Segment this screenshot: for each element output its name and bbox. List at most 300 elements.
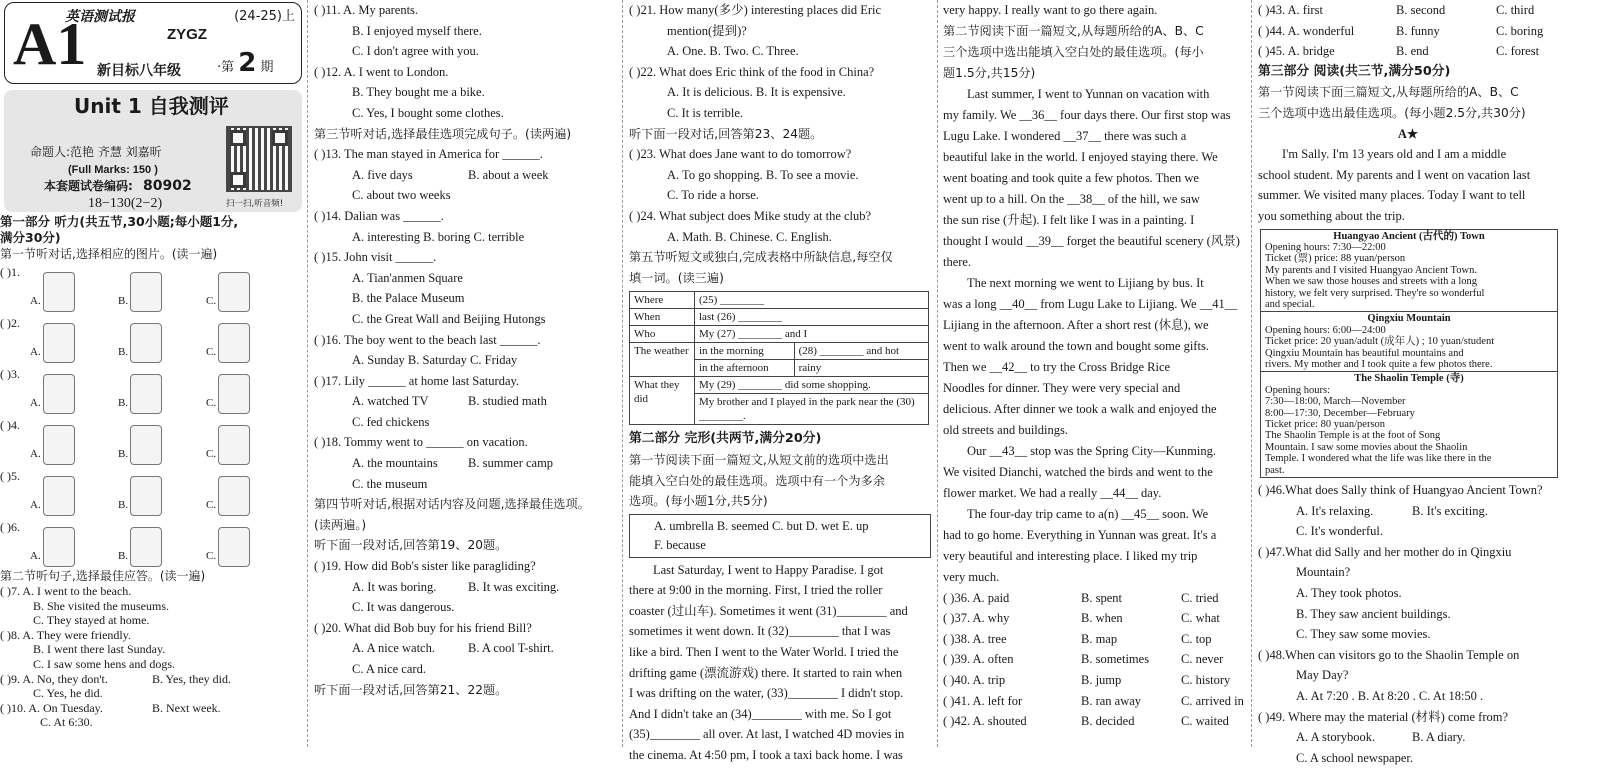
picture-option [118, 366, 206, 414]
option-c: C. never [1181, 652, 1224, 667]
place-line: Qingxiu Mountain has beautiful mountains and [1265, 347, 1464, 359]
q10 [0, 701, 306, 716]
question-line: 听下面一段对话,回答第23、24题。 [629, 126, 823, 141]
picture-option [30, 264, 118, 312]
listening-part [0, 214, 306, 730]
option-c: C. tried [1181, 590, 1219, 605]
question-line: ( )47.What did Sally and her mother do in Qingxiu [1258, 544, 1512, 559]
question-line-b: B. about a week [468, 167, 549, 182]
option-row [943, 629, 1245, 650]
picture-option-image[interactable] [218, 527, 250, 567]
question-line: ( )46.What does Sally think of Huangyao Ancient Town? [1258, 483, 1543, 498]
option-row [943, 711, 1245, 732]
place-line: history, we felt very surprised. They're so wonderful [1265, 287, 1485, 299]
option-row [943, 649, 1245, 670]
section2-questions [0, 584, 306, 730]
place-line: past. [1265, 464, 1285, 476]
question-line: B. They saw ancient buildings. [1296, 606, 1451, 621]
unit-info-box [4, 90, 302, 212]
table-cell: My (29) ________ did some shopping. [695, 377, 929, 394]
passage-line: sometimes it went down. It (32)________ that I was [629, 624, 891, 639]
place-line: Ticket price: 80 yuan/person [1265, 419, 1386, 431]
picture-question-row [0, 364, 306, 415]
table-cell: Where [630, 292, 695, 309]
picture-option-image[interactable] [43, 272, 75, 312]
option-a: ( )40. A. trip [943, 672, 1006, 687]
passage-line: beautiful lake in the world. I enjoyed staying there. We [943, 149, 1218, 164]
option-row [943, 670, 1245, 691]
question-number: ( )1. [0, 265, 20, 279]
picture-option [206, 417, 294, 465]
question-line: ( )20. What did Bob buy for his friend Bill? [314, 620, 532, 635]
table-cell: When [630, 309, 695, 326]
question-line: C. It's wonderful. [1296, 524, 1383, 539]
option-label: C. [206, 294, 217, 307]
place-line: Opening hours: [1265, 384, 1331, 396]
table-row [630, 343, 929, 360]
option-label: C. [206, 396, 217, 409]
col4-top-line: very happy. I really want to go there again. [943, 3, 1158, 17]
picture-question-row [0, 415, 306, 466]
paper-code-label: 本套题试卷编码: [44, 179, 133, 193]
question-line: C. They saw some movies. [1296, 627, 1431, 642]
question-line-b: B. It's exciting. [1412, 503, 1488, 518]
picture-option [30, 366, 118, 414]
passage-line: Our __43__ stop was the Spring City—Kunming. [967, 443, 1216, 458]
word-box [629, 514, 931, 558]
question-line: ( )24. What subject does Mike study at the club? [629, 208, 872, 223]
question-line: ( )49. Where may the material (材料) come from? [1258, 709, 1509, 724]
question-line: ( )22. What does Eric think of the food in China? [629, 64, 875, 79]
picture-option-image[interactable] [218, 476, 250, 516]
sally-intro [1258, 144, 1558, 226]
question-line: ( )17. Lily ______ at home last Saturday. [314, 373, 520, 388]
option-c: C. top [1181, 631, 1212, 646]
intro-line: school student. My parents and I went on vacation last [1258, 167, 1531, 182]
option-label: B. [118, 549, 129, 562]
passage-line: went up to a hill. On the __38__ of the hill, we saw [943, 191, 1200, 206]
place-line: The Shaolin Temple is at the foot of Song [1265, 430, 1441, 442]
option-b: B. ran away [1081, 693, 1142, 708]
passage-line: very beautiful and interesting place. I liked my trip [943, 548, 1198, 563]
place-line: 7:30—18:00, March—November [1265, 396, 1406, 408]
passage-line: like a bird. Then I went to the Water World. I tried the [629, 645, 899, 660]
question-number: ( )5. [0, 469, 20, 483]
table-cell: in the morning [695, 343, 795, 360]
option-label: A. [30, 294, 41, 307]
picture-option-image[interactable] [130, 323, 162, 363]
option-c: C. forest [1496, 44, 1540, 59]
picture-option [206, 315, 294, 363]
cloze-passage [629, 560, 931, 766]
q8: ( )8. A. They were friendly. [0, 627, 131, 642]
question-line: A. Sunday B. Saturday C. Friday [352, 353, 518, 368]
reading-questions [1258, 480, 1558, 768]
option-label: B. [118, 345, 129, 358]
authors: 命题人:范艳 齐慧 刘嘉昕 [30, 145, 162, 159]
passage-line: my family. We __36__ four days there. Our first stop was [943, 107, 1231, 122]
part1-heading-2: 满分30分) [0, 230, 61, 245]
picture-option [30, 315, 118, 363]
instruction-line: 能填入空白处的最佳选项。选项中有一个为多余 [629, 473, 885, 488]
picture-option [118, 468, 206, 516]
table-cell: last (26) ________ [695, 309, 929, 326]
question-line: 第三节听对话,选择最佳选项完成句子。(读两遍) [314, 126, 572, 141]
intro-line: I'm Sally. I'm 13 years old and I am a middle [1282, 147, 1507, 162]
picture-option [206, 264, 294, 312]
column-2 [314, 0, 620, 747]
issue-prefix: ·第 [217, 60, 235, 75]
picture-question-row [0, 466, 306, 517]
option-b: B. when [1081, 611, 1123, 626]
question-line-a: A. A storybook. [1296, 730, 1376, 745]
column-3 [629, 0, 931, 763]
option-label: C. [206, 498, 217, 511]
part3-heading: 第三部分 阅读(共三节,满分50分) [1258, 63, 1451, 79]
passage-line: I was drifting on the water, (33)________ I didn't stop. [629, 686, 904, 701]
picture-option-image[interactable] [43, 527, 75, 567]
column-divider [937, 0, 938, 747]
picture-option-image[interactable] [218, 272, 250, 312]
option-row [1258, 41, 1558, 62]
intro-line: summer. We visited many places. Today I want to tell [1258, 188, 1526, 203]
picture-option [30, 417, 118, 465]
question-line: A. It is delicious. B. It is expensive. [667, 85, 846, 100]
q10-b: B. Next week. [152, 700, 221, 715]
passage-line: had to go home. Everything in Yunnan was great. It's a [943, 527, 1217, 542]
qr-caption: 扫一扫,听音频! [226, 199, 284, 209]
picture-option-image[interactable] [218, 323, 250, 363]
option-b: B. jump [1081, 672, 1122, 687]
question-line [314, 638, 620, 659]
option-c: C. arrived in [1181, 693, 1244, 708]
column-divider [1251, 0, 1252, 747]
question-line: A. interesting B. boring C. terrible [352, 229, 525, 244]
option-row [943, 691, 1245, 712]
option-b: B. second [1396, 3, 1446, 17]
place-line: Temple. I wondered what the life was like there in the [1265, 453, 1492, 465]
passage-line: there. [943, 254, 972, 269]
reading-instruction [1258, 82, 1558, 123]
question-line: May Day? [1296, 668, 1349, 683]
question-number: ( )4. [0, 418, 20, 432]
section2-instruction: 第二节听句子,选择最佳应答。(读一遍) [0, 569, 206, 583]
picture-question-row [0, 313, 306, 364]
picture-option [118, 519, 206, 567]
picture-option [206, 468, 294, 516]
question-line: C. about two weeks [352, 188, 451, 203]
option-b: B. map [1081, 631, 1118, 646]
question-line-a: A. the mountains [352, 456, 438, 471]
instruction-line: 题1.5分,共15分) [943, 65, 1036, 80]
picture-option-image[interactable] [43, 374, 75, 414]
column-divider [622, 0, 623, 747]
question-line-b: B. A cool T-shirt. [468, 641, 554, 656]
q9 [0, 672, 306, 687]
q8-c: C. I saw some hens and dogs. [33, 656, 175, 671]
question-line-a: A. A nice watch. [352, 641, 435, 656]
passage-line: very much. [943, 569, 1000, 584]
question-line: mention(提到)? [667, 23, 747, 38]
place-entry [1261, 311, 1557, 371]
question-line: C. fed chickens [352, 414, 430, 429]
part2-heading: 第二部分 完形(共两节,满分20分) [629, 431, 822, 447]
picture-option [118, 264, 206, 312]
q10-a: ( )10. A. On Tuesday. [0, 700, 103, 715]
cloze2-options-cont [1258, 0, 1558, 62]
picture-question-row [0, 262, 306, 313]
option-label: B. [118, 498, 129, 511]
q9-b: B. Yes, they did. [152, 671, 232, 686]
picture-question-row [0, 517, 306, 568]
option-a: ( )38. A. tree [943, 631, 1007, 646]
q8-b: B. I went there last Sunday. [33, 642, 166, 657]
place-line: When we saw those houses and streets with a long [1265, 276, 1477, 288]
question-line [1258, 727, 1558, 748]
option-label: A. [30, 498, 41, 511]
picture-option [206, 366, 294, 414]
passage-line: the cinema. At 4:50 pm, I took a taxi back home. I was [629, 748, 903, 763]
option-label: A. [30, 549, 41, 562]
question-line-a: A. It was boring. [352, 579, 437, 594]
passage-label: A★ [1397, 126, 1419, 141]
q10-c: C. At 6:30. [40, 715, 93, 730]
col3-questions [629, 0, 931, 288]
place-line: Ticket (票) price: 88 yuan/person [1265, 253, 1406, 265]
question-line [314, 453, 620, 474]
question-line: B. They bought me a bike. [352, 85, 485, 100]
issue-number [217, 48, 274, 79]
question-line: A. At 7:20 . B. At 8:20 . C. At 18:50 . [1296, 689, 1484, 703]
table-row [630, 377, 929, 394]
option-b: B. funny [1396, 23, 1440, 38]
picture-option-image[interactable] [43, 323, 75, 363]
passage-line: We visited Dianchi, watched the birds and went to the [943, 464, 1213, 479]
option-label: C. [206, 447, 217, 460]
option-label: B. [118, 396, 129, 409]
column-divider [307, 0, 308, 747]
part1-heading: 第一部分 听力(共五节,30小题;每小题1分, [0, 214, 239, 229]
place-line: 8:00—17:30, December—February [1265, 407, 1415, 419]
picture-option [30, 468, 118, 516]
instruction-line: 三个选项中选出能填入空白处的最佳选项。(每小 [943, 44, 1204, 59]
yunnan-passage [943, 84, 1245, 588]
question-line: ( )13. The man stayed in America for ______. [314, 147, 543, 162]
question-line: ( )21. How many(多少) interesting places did Eric [629, 3, 882, 17]
passage-line: Noodles for dinner. They were very special and [943, 380, 1181, 395]
question-line: ( )14. Dalian was ______. [314, 208, 444, 223]
question-line: 听下面一段对话,回答第21、22题。 [314, 682, 508, 697]
places-box [1260, 229, 1558, 479]
question-line: 填一词。(读三遍) [629, 270, 724, 285]
q7-c: C. They stayed at home. [33, 613, 150, 628]
option-a: ( )44. A. wonderful [1258, 23, 1355, 38]
question-line [314, 391, 620, 412]
question-line: ( )16. The boy went to the beach last ______. [314, 332, 541, 347]
question-line: C. To ride a horse. [667, 188, 759, 203]
passage-line: coaster (过山车). Sometimes it went (31)________ and [629, 603, 908, 618]
instruction-line: 第二节阅读下面一篇短文,从每题所给的A、B、C [943, 23, 1204, 38]
instruction-line: 第一节阅读下面三篇短文,从每题所给的A、B、C [1258, 85, 1519, 100]
column-4 [943, 0, 1245, 747]
picture-option-image[interactable] [130, 476, 162, 516]
grade-label: 新目标八年级 [97, 63, 181, 79]
option-c: C. waited [1181, 714, 1229, 729]
option-label: A. [30, 396, 41, 409]
full-marks: (Full Marks: 150 ) [68, 164, 158, 176]
place-title: Huangyao Ancient (古代的) Town [1333, 230, 1485, 242]
passage-line: The four-day trip came to a(n) __45__ soon. We [967, 506, 1209, 521]
question-number: ( )2. [0, 316, 20, 330]
table-row [630, 292, 929, 309]
table-cell: My brother and I played in the park near the (30) ________. [695, 394, 929, 425]
paper-code-value: 80902 [143, 178, 192, 194]
unit-title: Unit 1 自我测评 [74, 94, 229, 118]
question-line: A. One. B. Two. C. Three. [667, 44, 799, 59]
passage-line: flower market. We had a really __44__ day. [943, 485, 1162, 500]
question-line: ( )48.When can visitors go to the Shaolin Temple on [1258, 647, 1520, 662]
option-label: B. [118, 294, 129, 307]
question-line: A. To go shopping. B. To see a movie. [667, 167, 859, 182]
picture-option-image[interactable] [130, 272, 162, 312]
picture-option-image[interactable] [130, 425, 162, 465]
passage-line: Then we __42__ to try the Cross Bridge Rice [943, 359, 1171, 374]
question-line: ( )18. Tommy went to ______ on vacation. [314, 435, 528, 450]
option-a: ( )43. A. first [1258, 3, 1323, 17]
question-line: ( )12. A. I went to London. [314, 64, 449, 79]
info-table [629, 291, 929, 425]
table-cell: Who [630, 326, 695, 343]
picture-option-image[interactable] [43, 476, 75, 516]
passage-line: the sun rise (升起). I felt like I was in a painting. I [943, 212, 1195, 227]
instruction-line: 三个选项中选出最佳选项。(每小题2.5分,共30分) [1258, 105, 1526, 120]
option-c: C. third [1496, 3, 1535, 17]
q7-b: B. She visited the museums. [33, 598, 169, 613]
picture-option-image[interactable] [43, 425, 75, 465]
question-line: C. the Great Wall and Beijing Hutongs [352, 311, 546, 326]
passage-line: there at 9:00 in the morning. First, I tried the roller [629, 583, 883, 598]
picture-option [30, 519, 118, 567]
question-line: ( )19. How did Bob's sister like paragliding? [314, 559, 536, 574]
picture-option-image[interactable] [218, 425, 250, 465]
question-line: 第四节听对话,根据对话内容及问题,选择最佳选项。 [314, 497, 590, 512]
passage-line: old streets and buildings. [943, 422, 1068, 437]
question-line-a: A. watched TV [352, 394, 429, 409]
option-label: B. [118, 447, 129, 460]
question-line: ( )15. John visit ______. [314, 250, 437, 265]
question-line-b: B. studied math [468, 394, 547, 409]
instruction-line: 第一节阅读下面一篇短文,从短文前的选项中选出 [629, 452, 889, 467]
edition-letter: A1 [13, 11, 87, 77]
cloze2-options [943, 588, 1245, 732]
passage-line: (35)________ all over. At last, I watched 4D movies in [629, 727, 905, 742]
question-line: (读两遍。) [314, 517, 367, 532]
option-c: C. what [1181, 611, 1220, 626]
option-row [1258, 0, 1558, 21]
option-label: A. [30, 447, 41, 460]
question-line: C. Yes, I bought some clothes. [352, 105, 504, 120]
place-line: Ticket price: 20 yuan/adult (成年人) ; 10 yuan/student [1265, 336, 1495, 348]
picture-option-image[interactable] [130, 527, 162, 567]
question-line: Mountain? [1296, 565, 1351, 580]
place-title: Qingxiu Mountain [1367, 313, 1451, 325]
table-cell: (28) ________ and hot [794, 343, 928, 360]
picture-option [206, 519, 294, 567]
question-line [314, 165, 620, 186]
place-line: Opening hours: 6:00—24:00 [1265, 324, 1386, 336]
option-c: C. history [1181, 672, 1231, 687]
option-label: C. [206, 345, 217, 358]
question-line: C. A nice card. [352, 662, 426, 676]
option-a: ( )37. A. why [943, 611, 1010, 626]
table-cell: in the afternoon [695, 360, 795, 377]
question-line-b: B. summer camp [468, 456, 554, 471]
question-number: ( )3. [0, 367, 20, 381]
picture-option [118, 417, 206, 465]
qr-code[interactable] [226, 126, 292, 192]
question-line: 听下面一段对话,回答第19、20题。 [314, 538, 508, 553]
q7: ( )7. A. I went to the beach. [0, 584, 132, 598]
passage-line: drifting game (漂流游戏) there. It started to rain when [629, 665, 903, 680]
place-line: rivers. My mother and I took quite a few photos there. [1265, 359, 1493, 370]
word-box-line: A. umbrella B. seemed C. but D. wet E. up [654, 518, 869, 533]
picture-option-image[interactable] [130, 374, 162, 414]
option-row [943, 608, 1245, 629]
option-a: ( )41. A. left for [943, 693, 1023, 708]
passage-line: Last summer, I went to Yunnan on vacation with [967, 86, 1210, 101]
question-line: C. A school newspaper. [1296, 750, 1414, 765]
question-line: 第五节听短文或独白,完成表格中所缺信息,每空仅 [629, 250, 893, 265]
option-row [943, 588, 1245, 609]
option-label: A. [30, 345, 41, 358]
issue-num: 2 [238, 48, 257, 78]
passage-line: The next morning we went to Lijiang by bus. It [967, 275, 1204, 290]
cloze2-instruction [943, 21, 1245, 84]
option-a: ( )36. A. paid [943, 590, 1010, 605]
table-cell: The weather [630, 343, 695, 377]
question-line: A. Tian'anmen Square [352, 270, 463, 285]
question-line [1258, 501, 1558, 522]
table-cell: What they did [630, 377, 695, 425]
option-a: ( )39. A. often [943, 652, 1014, 667]
passage-line: went boating and took quite a few photos. Then we [943, 170, 1199, 185]
table-row [630, 309, 929, 326]
column-1 [0, 0, 306, 747]
passage-line: Lugu Lake. I wondered __37__ there was such a [943, 128, 1187, 143]
question-line: A. Math. B. Chinese. C. English. [667, 229, 832, 244]
option-a: ( )42. A. shouted [943, 714, 1027, 729]
issue-suffix: 期 [260, 60, 274, 75]
question-line: C. I don't agree with you. [352, 44, 479, 59]
question-line: ( )11. A. My parents. [314, 3, 419, 17]
option-a: ( )45. A. bridge [1258, 44, 1335, 59]
question-line: B. I enjoyed myself there. [352, 23, 482, 38]
brand-name: 英语测试报 [65, 9, 135, 25]
question-line: A. They took photos. [1296, 586, 1402, 601]
option-b: B. spent [1081, 590, 1122, 605]
question-line: C. It was dangerous. [352, 600, 455, 615]
cloze-instruction [629, 450, 931, 512]
word-box-line: F. because [654, 537, 706, 552]
question-line: C. It is terrible. [667, 105, 744, 120]
passage-line: was a long __40__ from Lugu Lake to Lijiang. We __41__ [943, 296, 1238, 311]
place-line: My parents and I visited Huangyao Ancient Town. [1265, 264, 1477, 276]
question-line-a: A. It's relaxing. [1296, 503, 1374, 518]
option-b: B. decided [1081, 714, 1135, 729]
passage-line: delicious. After dinner we took a walk and enjoyed the [943, 401, 1217, 416]
picture-option-image[interactable] [218, 374, 250, 414]
page-code: 18−130(2−2) [88, 196, 163, 211]
